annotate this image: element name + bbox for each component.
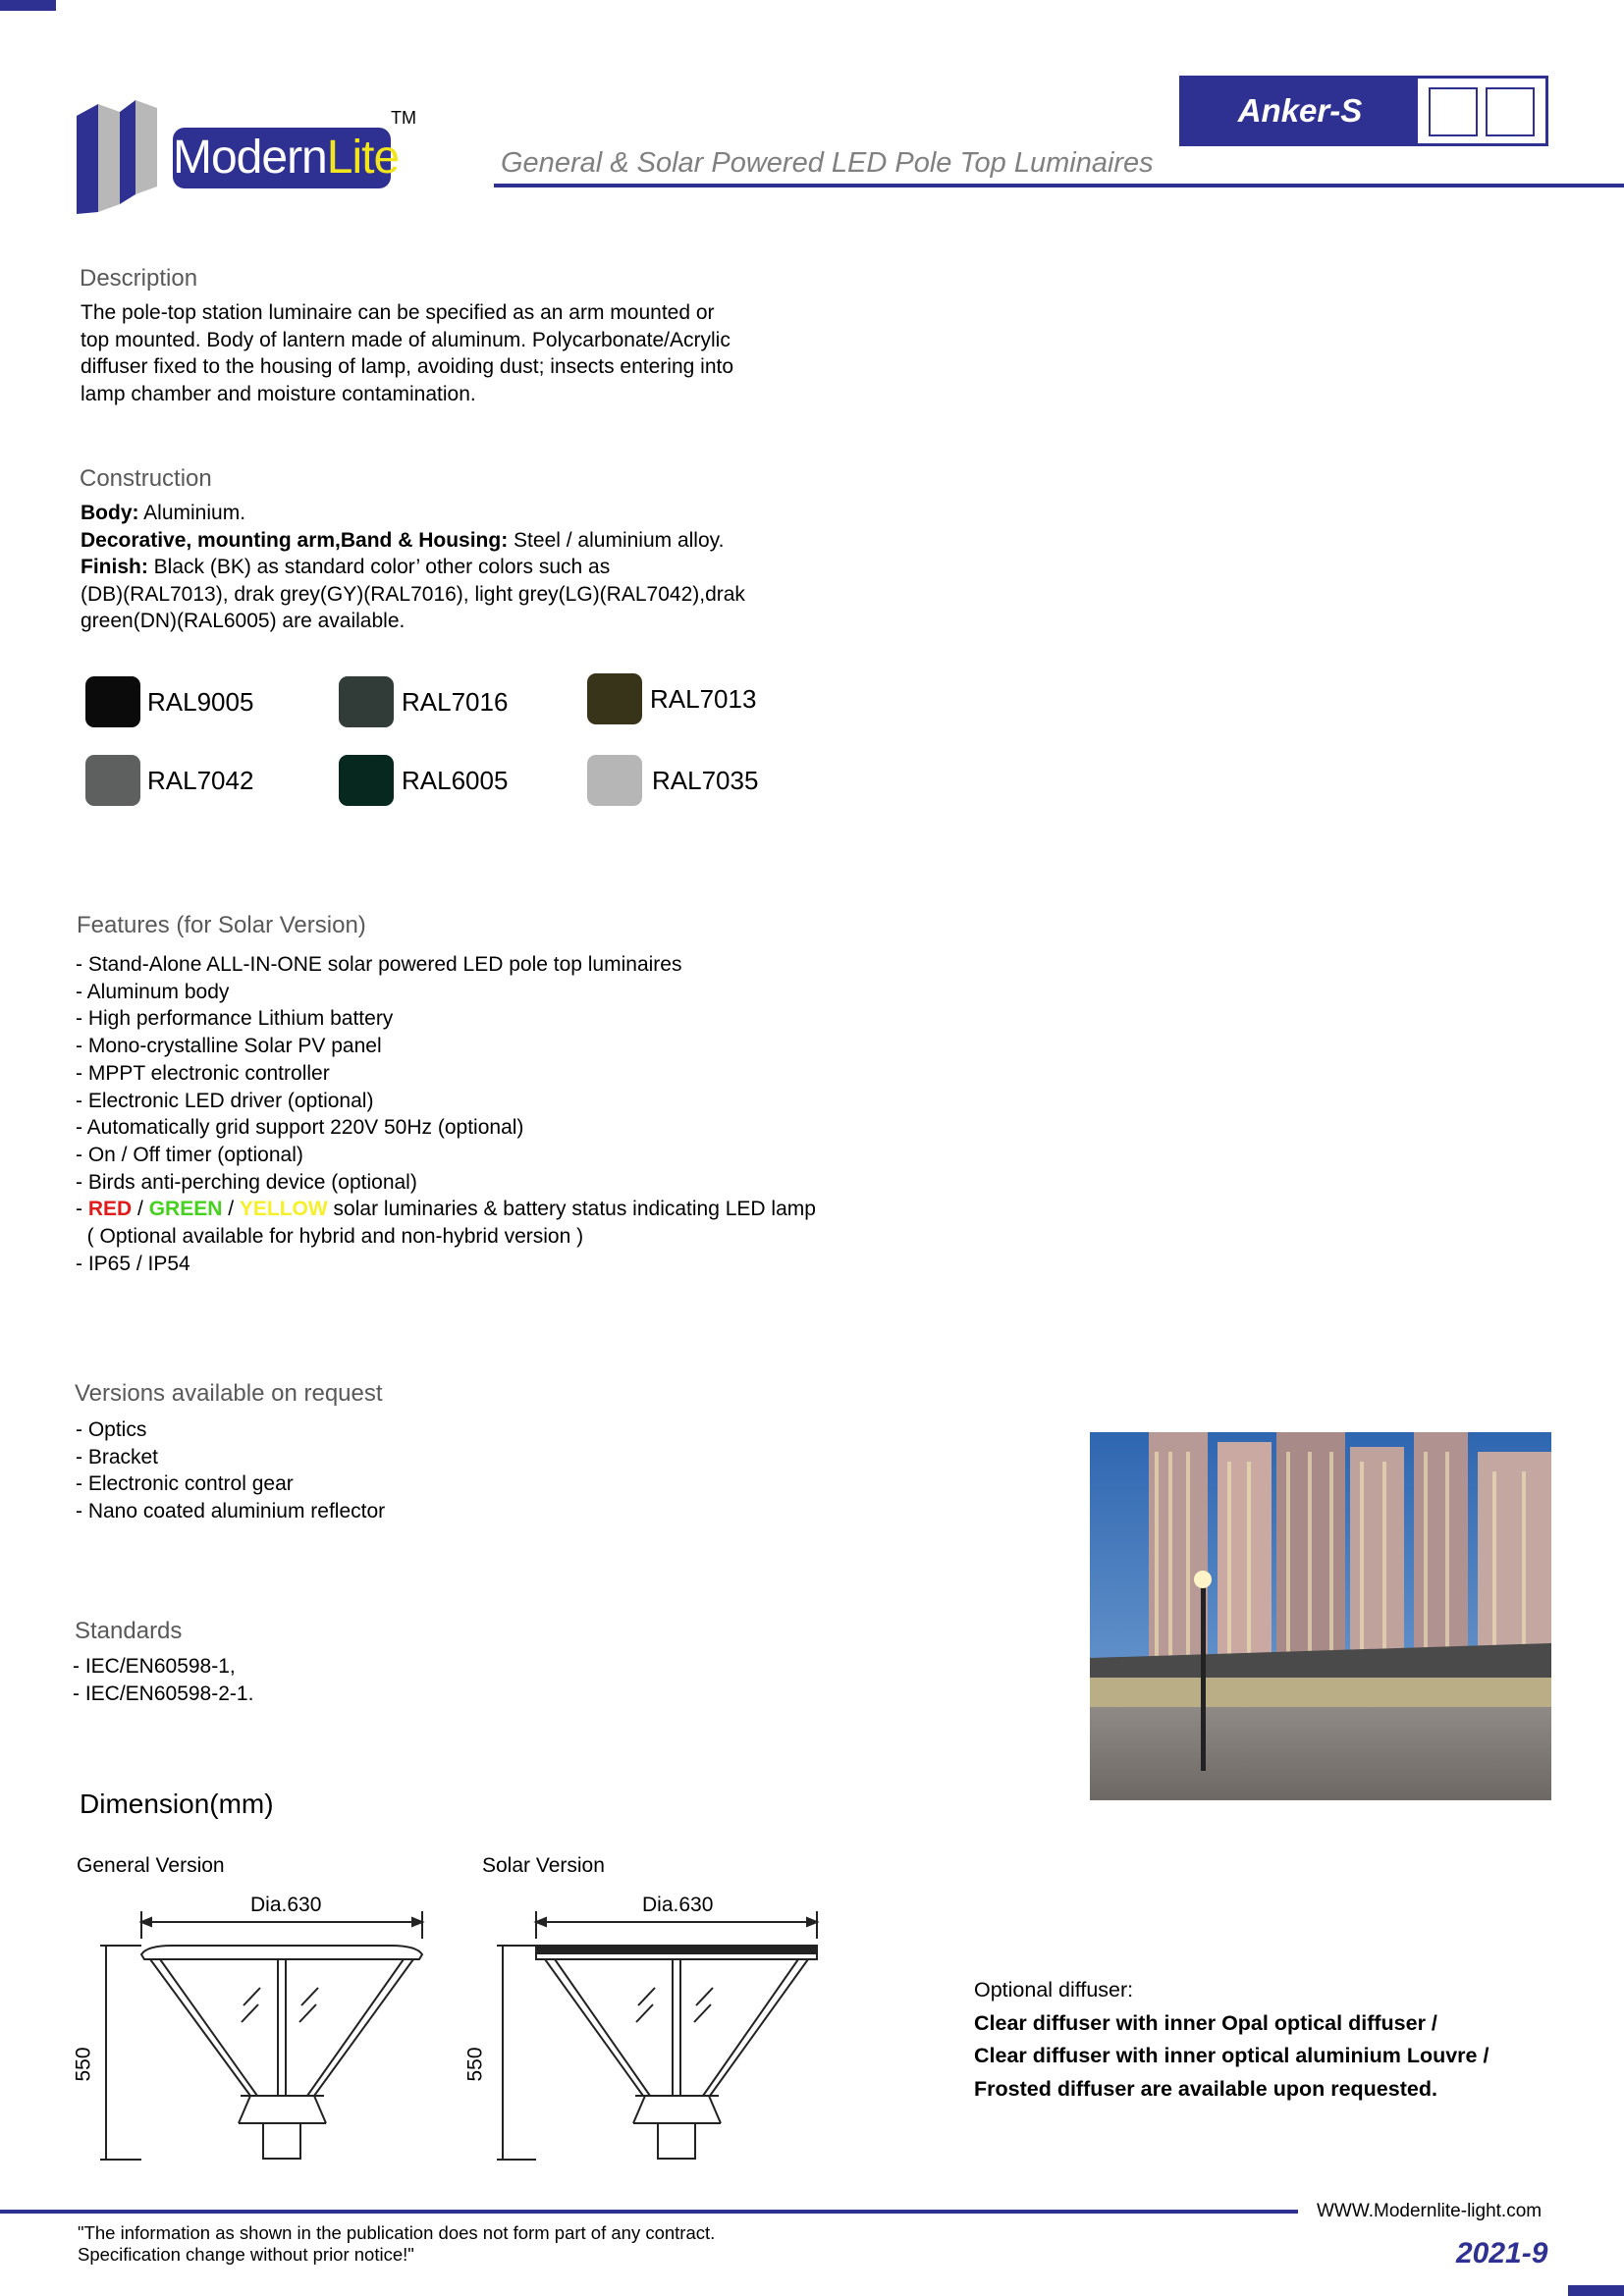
swatch-label: RAL9005	[147, 687, 254, 717]
features-title: Features (for Solar Version)	[77, 912, 366, 938]
versions-list	[76, 1416, 385, 1525]
list-item: - IEC/EN60598-1,	[73, 1655, 236, 1678]
list-item: - Aluminum body	[76, 980, 230, 1003]
list-item: - MPPT electronic controller	[76, 1061, 330, 1085]
model-badge-square-2	[1486, 87, 1535, 136]
header-divider	[494, 184, 1624, 187]
status-led-item: - RED / GREEN / YELLOW solar luminaries & battery status indicating LED lamp	[76, 1198, 816, 1221]
description-title: Description	[80, 265, 198, 292]
swatch-ral7035	[587, 755, 642, 806]
description-line: top mounted. Body of lantern made of aluminum. Polycarbonate/Acrylic	[81, 328, 731, 351]
model-badge-square-1	[1429, 87, 1478, 136]
body-label: Body:	[81, 502, 139, 524]
installation-photo	[1090, 1432, 1551, 1800]
status-green: GREEN	[148, 1198, 223, 1221]
list-item: - Automatically grid support 220V 50Hz (optional)	[76, 1116, 524, 1140]
swatch-ral9005	[85, 676, 140, 727]
general-version-label: General Version	[77, 1854, 225, 1877]
swatch-ral6005	[339, 755, 394, 806]
finish-line: green(DN)(RAL6005) are available.	[81, 610, 406, 633]
diffuser-heading: Optional diffuser:	[974, 1978, 1134, 2002]
finish-label: Finish:	[81, 556, 148, 579]
solar-diameter-label: Dia.630	[642, 1894, 714, 1916]
optional-diffuser-note	[974, 1974, 1489, 2106]
logo-wordmark: ModernLite	[173, 128, 391, 188]
swatch-label: RAL7035	[652, 766, 759, 795]
finish-value: Black (BK) as standard color’ other colors such as	[147, 556, 611, 579]
diffuser-line: Clear diffuser with inner Opal optical diffuser /	[974, 2010, 1437, 2035]
list-item: - Electronic LED driver (optional)	[76, 1089, 374, 1112]
diffuser-line: Frosted diffuser are available upon requested.	[974, 2076, 1437, 2101]
diffuser-line: Clear diffuser with inner optical aluminium Louvre /	[974, 2044, 1489, 2067]
model-name: Anker-S	[1182, 79, 1418, 143]
general-diameter-label: Dia.630	[250, 1894, 322, 1916]
swatch-ral7042	[85, 755, 140, 806]
swatch-ral7013	[587, 673, 642, 724]
list-item: - On / Off timer (optional)	[76, 1143, 303, 1166]
footer-divider	[0, 2210, 1298, 2214]
decorative-label: Decorative, mounting arm,Band & Housing:	[81, 528, 509, 552]
solar-version-drawing	[463, 1890, 844, 2169]
trademark-symbol: TM	[391, 108, 416, 128]
standards-list	[73, 1653, 253, 1707]
list-item: ( Optional available for hybrid and non-hybrid version )	[76, 1225, 584, 1249]
general-luminaire-icon	[79, 1890, 452, 2169]
general-version-drawing	[72, 1890, 452, 2169]
dimension-title: Dimension(mm)	[80, 1789, 274, 1819]
general-height-label: 550	[72, 2047, 95, 2082]
status-red: RED	[87, 1198, 133, 1221]
description-line: lamp chamber and moisture contamination.	[81, 382, 476, 405]
description-line: diffuser fixed to the housing of lamp, avoiding dust; insects entering into	[81, 355, 734, 379]
solar-version-label: Solar Version	[482, 1854, 605, 1877]
disclaimer-line: Specification change without prior notice!"	[78, 2244, 414, 2265]
disclaimer-line: "The information as shown in the publication does not form part of any contract.	[78, 2222, 716, 2243]
publication-date: 2021-9	[1456, 2237, 1548, 2269]
model-badge	[1179, 76, 1548, 146]
modernlite-logo	[77, 96, 430, 216]
product-subtitle: General & Solar Powered LED Pole Top Luminaires	[501, 147, 1154, 179]
list-item: - Bracket	[76, 1445, 159, 1468]
body-value: Aluminium.	[138, 502, 246, 524]
list-item: - Stand-Alone ALL-IN-ONE solar powered LED pole top luminaires	[76, 953, 682, 976]
construction-text	[81, 500, 745, 635]
list-item: - Optics	[76, 1418, 147, 1441]
swatch-label: RAL7042	[147, 766, 254, 795]
list-item: - Mono-crystalline Solar PV panel	[76, 1035, 382, 1058]
swatch-label: RAL6005	[402, 766, 509, 795]
versions-title: Versions available on request	[75, 1380, 383, 1407]
swatch-label: RAL7013	[650, 684, 757, 714]
list-item: - IEC/EN60598-2-1.	[73, 1682, 254, 1705]
website-link[interactable]: WWW.Modernlite-light.com	[1317, 2201, 1543, 2221]
list-item: - High performance Lithium battery	[76, 1007, 394, 1031]
swatch-ral7016	[339, 676, 394, 727]
status-yellow: YELLOW	[239, 1198, 328, 1221]
disclaimer	[78, 2222, 715, 2266]
list-item: - IP65 / IP54	[76, 1252, 190, 1275]
list-item: - Birds anti-perching device (optional)	[76, 1170, 417, 1194]
features-list	[76, 951, 816, 1277]
standards-title: Standards	[75, 1618, 183, 1644]
solar-luminaire-icon	[471, 1890, 844, 2169]
corner-accent-top	[0, 0, 56, 11]
logo-bars-icon	[77, 96, 175, 216]
description-line: The pole-top station luminaire can be specified as an arm mounted or	[81, 301, 715, 324]
list-item: - Nano coated aluminium reflector	[76, 1500, 386, 1523]
description-text	[81, 299, 733, 407]
finish-line: (DB)(RAL7013), drak grey(GY)(RAL7016), light grey(LG)(RAL7042),drak	[81, 582, 745, 606]
decorative-value: Steel / aluminium alloy.	[508, 528, 725, 552]
swatch-label: RAL7016	[402, 687, 509, 717]
construction-title: Construction	[80, 465, 212, 492]
list-item: - Electronic control gear	[76, 1472, 294, 1496]
solar-height-label: 550	[463, 2047, 487, 2082]
corner-accent-bottom	[1568, 2285, 1624, 2296]
